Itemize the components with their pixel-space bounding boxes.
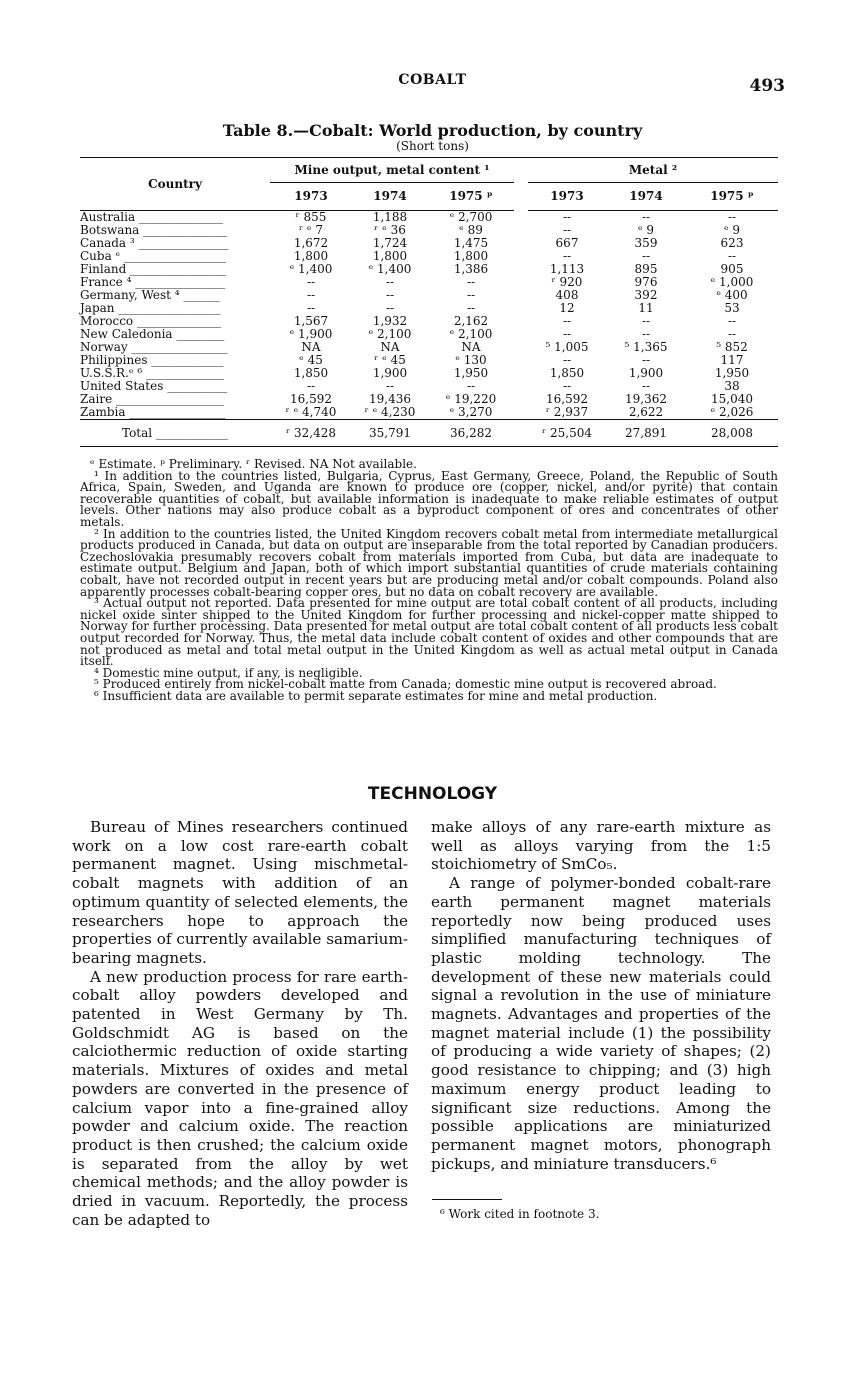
value-cell: NA: [380, 340, 400, 354]
country-cell: France ⁴ _______________: [80, 275, 226, 289]
value-cell: --: [385, 379, 395, 393]
footnote: ¹ In addition to the countries listed, Bulgaria, Cyprus, East Germany, Greece, Poland, the Republic of South Africa, Spain, Sweden, and Uganda are known to produce ore (copper, nickel, and/or pyrite) that contain recoverable quantities of cobalt, but available information is inadequate to make reliable estimates of output levels. Other nations may also produce cobalt as a byproduct component of ores and concentrates of other metals.: [80, 468, 778, 529]
country-cell: New Caledonia ________: [80, 327, 225, 341]
value-cell: --: [466, 275, 476, 289]
value-cell: --: [641, 353, 651, 367]
value-cell: --: [385, 301, 395, 315]
value-cell: --: [306, 379, 316, 393]
country-cell: Norway ________________: [80, 340, 228, 354]
value-cell: 408: [555, 288, 579, 302]
value-cell: ᵉ 9: [723, 223, 741, 237]
value-cell: 1,950: [453, 366, 489, 380]
country-cell: Canada ³ _______________: [80, 236, 229, 250]
value-cell: 359: [634, 236, 658, 250]
value-cell: 1,950: [714, 366, 750, 380]
value-cell: ⁵ 852: [716, 340, 748, 354]
value-cell: 1,567: [293, 314, 329, 328]
value-cell: ᵉ 9: [637, 223, 655, 237]
value-cell: 1,188: [372, 210, 408, 224]
country-header: Country: [80, 158, 270, 211]
body-paragraph: make alloys of any rare-earth mixture as well as alloys varying from the 1:5 stoichiometry of SmCo₅.: [431, 818, 771, 874]
country-cell: Morocco ______________: [80, 314, 221, 328]
footnote: ³ Actual output not reported. Data presented for mine output are total cobalt content of all products, including nickel oxide sinter shipped to the United Kingdom for further processing and nickel-copper matte shipped to Norway for further processing. Data presented for metal output are total cobalt content of all products less cobalt output recorded for Norway. Thus, the metal data include cobalt content of oxides and other compounds that are not produced as metal and total metal output in the United Kingdom as well as actual metal output in Canada itself.: [80, 596, 778, 669]
country-cell: Japan _________________: [80, 301, 221, 315]
value-cell: 976: [634, 275, 658, 289]
total-value-cell: 27,891: [606, 420, 686, 447]
production-table: [80, 157, 778, 447]
value-cell: ʳ ᵉ 36: [374, 223, 406, 237]
value-cell: ᵉ 2,026: [710, 405, 754, 419]
value-cell: 1,850: [293, 366, 329, 380]
value-cell: --: [727, 327, 737, 341]
footnote: ⁵ Produced entirely from nickel-cobalt matte from Canada; domestic mine output is recovered abroad.: [94, 677, 717, 692]
value-cell: NA: [461, 340, 481, 354]
country-cell: Germany, West ⁴ ______: [80, 288, 220, 302]
value-cell: 895: [634, 262, 658, 276]
country-cell: United States __________: [80, 379, 228, 393]
value-cell: --: [466, 288, 476, 302]
value-cell: --: [727, 210, 737, 224]
value-cell: 905: [720, 262, 744, 276]
year-header: 1975 ᵖ: [686, 183, 778, 211]
table-header-row: [80, 158, 778, 183]
year-header: 1973: [528, 183, 606, 211]
value-cell: 1,113: [549, 262, 585, 276]
value-cell: --: [727, 249, 737, 263]
value-cell: 12: [559, 301, 575, 315]
value-cell: --: [306, 288, 316, 302]
value-cell: ᵉ 19,220: [445, 392, 497, 406]
country-cell: Zambia ________________: [80, 405, 226, 419]
value-cell: 1,672: [293, 236, 329, 250]
value-cell: --: [727, 314, 737, 328]
table-title: Table 8.—Cobalt: World production, by country: [222, 121, 643, 140]
country-cell: Botswana ______________: [80, 223, 228, 237]
value-cell: --: [562, 314, 572, 328]
total-value-cell: 28,008: [686, 420, 778, 447]
year-header: 1974: [352, 183, 428, 211]
value-cell: 1,932: [372, 314, 408, 328]
value-cell: ʳ ᵉ 45: [374, 353, 406, 367]
metal-header: Metal ²: [528, 158, 778, 183]
value-cell: --: [641, 249, 651, 263]
value-cell: --: [385, 288, 395, 302]
value-cell: --: [562, 379, 572, 393]
table-row: [80, 211, 778, 225]
year-header: 1973: [270, 183, 352, 211]
value-cell: 19,436: [369, 392, 411, 406]
left-column: [72, 818, 408, 1229]
country-cell: Philippines ____________: [80, 353, 224, 367]
footnote-rule: [432, 1199, 502, 1200]
year-header: 1975 ᵖ: [428, 183, 514, 211]
body-paragraph: A range of polymer-bonded cobalt-rare earth permanent magnet materials reportedly now being produced uses simplified manufacturing techniques of plastic molding technology. The development of these new materials could signal a revolution in the use of miniature magnets. Advantages and properties of the magnet material include (1) the possibility of producing a wide variety of shapes; (2) good resistance to chipping; and (3) high maximum energy product leading to significant size reductions. Among the possible applications are miniaturized permanent magnet motors, phonograph pickups, and miniature transducers.⁶: [431, 874, 771, 1173]
value-cell: ᵉ 400: [716, 288, 748, 302]
value-cell: --: [562, 249, 572, 263]
column-footnote: ⁶ Work cited in footnote 3.: [440, 1207, 600, 1221]
country-cell: Australia ______________: [80, 210, 223, 224]
value-cell: 19,362: [625, 392, 667, 406]
total-value-cell: ʳ 32,428: [270, 420, 352, 447]
value-cell: ᵉ 1,000: [710, 275, 754, 289]
footnote: ⁴ Domestic mine output, if any, is negligible.: [94, 665, 363, 680]
value-cell: --: [306, 275, 316, 289]
value-cell: ᵉ 2,700: [449, 210, 493, 224]
value-cell: 1,900: [372, 366, 408, 380]
value-cell: ᵉ 2,100: [368, 327, 412, 341]
value-cell: --: [562, 327, 572, 341]
mine-output-header: Mine output, metal content ¹: [270, 158, 514, 183]
value-cell: ʳ 855: [295, 210, 327, 224]
value-cell: ᵉ 45: [299, 353, 323, 367]
value-cell: 392: [634, 288, 658, 302]
running-head: COBALT: [398, 72, 467, 88]
value-cell: --: [466, 301, 476, 315]
total-value-cell: ʳ 25,504: [528, 420, 606, 447]
value-cell: 38: [724, 379, 740, 393]
value-cell: 11: [638, 301, 654, 315]
page-number: 493: [749, 76, 785, 96]
value-cell: ᵉ 1,400: [368, 262, 412, 276]
value-cell: NA: [301, 340, 321, 354]
value-cell: 1,800: [453, 249, 489, 263]
value-cell: ⁵ 1,365: [624, 340, 668, 354]
total-row: [80, 420, 778, 447]
value-cell: ᵉ 1,400: [289, 262, 333, 276]
value-cell: --: [306, 301, 316, 315]
country-cell: Finland ________________: [80, 262, 227, 276]
total-value-cell: 36,282: [428, 420, 514, 447]
value-cell: ʳ ᵉ 7: [298, 223, 324, 237]
value-cell: ᵉ 3,270: [449, 405, 493, 419]
table-row: [80, 406, 778, 420]
value-cell: ᵉ 1,900: [289, 327, 333, 341]
value-cell: 1,724: [372, 236, 408, 250]
value-cell: 1,900: [628, 366, 664, 380]
country-cell: Zaire __________________: [80, 392, 224, 406]
section-heading: TECHNOLOGY: [367, 784, 498, 804]
footnote-legend: ᵉ Estimate. ᵖ Preliminary. ʳ Revised. NA Not available.: [90, 457, 417, 471]
value-cell: 1,475: [453, 236, 489, 250]
value-cell: 16,592: [546, 392, 588, 406]
value-cell: 53: [724, 301, 740, 315]
footnote: ² In addition to the countries listed, the United Kingdom recovers cobalt metal from intermediate metallurgical products produced in Canada, but data on output are inseparable from the total reported by Canadian producers. Czechoslovakia presumably recovers cobalt from materials imported from Cuba, but data are inadequate to estimate output. Belgium and Japan, both of which import substantial quantities of crude materials containing cobalt, have not recorded output in recent years but are producing metal and/or cobalt compounds. Poland also apparently processes cobalt-bearing copper ores, but no data on cobalt recovery are available.: [80, 526, 778, 599]
value-cell: 1,800: [293, 249, 329, 263]
value-cell: ʳ ᵉ 4,740: [285, 405, 337, 419]
value-cell: --: [385, 275, 395, 289]
value-cell: ʳ 2,937: [545, 405, 589, 419]
table-footnotes: [80, 459, 778, 702]
value-cell: --: [641, 314, 651, 328]
value-cell: --: [466, 379, 476, 393]
value-cell: --: [562, 353, 572, 367]
value-cell: --: [641, 379, 651, 393]
value-cell: 1,800: [372, 249, 408, 263]
value-cell: ᵉ 130: [455, 353, 487, 367]
value-cell: 2,162: [453, 314, 489, 328]
value-cell: ⁵ 1,005: [545, 340, 589, 354]
body-paragraph: A new production process for rare earth-cobalt alloy powders developed and patented in West Germany by Th. Goldschmidt AG is based on the calciothermic reduction of oxide starting materials. Mixtures of oxides and metal powders are converted in the presence of calcium vapor into a fine-grained alloy powder and calcium oxide. The reaction product is then crushed; the calcium oxide is separated from the alloy by wet chemical methods; and the alloy powder is dried in vacuum. Reportedly, the process can be adapted to: [72, 967, 408, 1229]
country-cell: U.S.S.R.ᵉ ⁶ _____________: [80, 366, 224, 380]
right-column: [431, 818, 771, 1173]
value-cell: 1,386: [453, 262, 489, 276]
value-cell: 1,850: [549, 366, 585, 380]
value-cell: --: [641, 327, 651, 341]
body-paragraph: Bureau of Mines researchers continued work on a low cost rare-earth cobalt permanent magnet. Using mischmetal-cobalt magnets with addition of an optimum quantity of selected elements, the researchers hope to approach the properties of currently available samarium-bearing magnets.: [72, 818, 408, 967]
value-cell: ᵉ 2,100: [449, 327, 493, 341]
value-cell: 667: [555, 236, 579, 250]
table-body: [80, 211, 778, 447]
table-subtitle: (Short tons): [396, 139, 469, 153]
total-label: Total ____________: [80, 420, 270, 447]
value-cell: 117: [720, 353, 744, 367]
value-cell: 16,592: [290, 392, 332, 406]
value-cell: 15,040: [711, 392, 753, 406]
value-cell: --: [562, 223, 572, 237]
value-cell: --: [562, 210, 572, 224]
value-cell: 623: [720, 236, 744, 250]
value-cell: ʳ 920: [551, 275, 583, 289]
value-cell: --: [641, 210, 651, 224]
total-value-cell: 35,791: [352, 420, 428, 447]
value-cell: ʳ ᵉ 4,230: [364, 405, 416, 419]
value-cell: ᵉ 89: [459, 223, 483, 237]
footnote: ⁶ Insufficient data are available to permit separate estimates for mine and metal production.: [94, 688, 658, 703]
year-header: 1974: [606, 183, 686, 211]
value-cell: 2,622: [628, 405, 664, 419]
country-cell: Cuba ᵉ _________________: [80, 249, 227, 263]
